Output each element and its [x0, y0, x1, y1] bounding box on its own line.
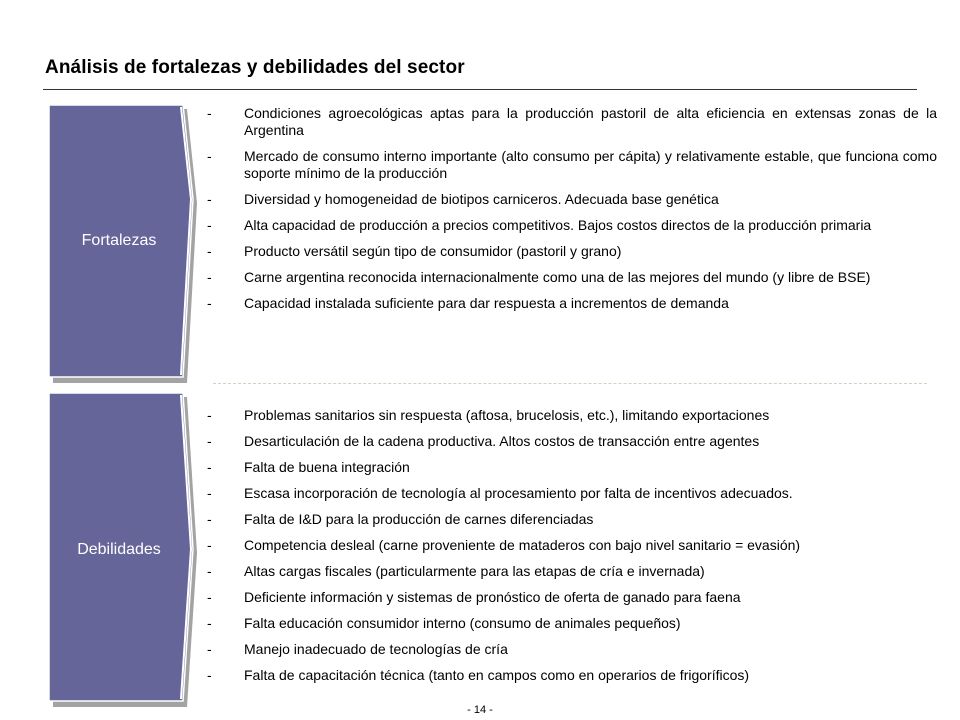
- list-item: - Condiciones agroecológicas aptas para la producción pastoril de alta eficiencia en extensas zonas de la Argentina: [207, 105, 937, 138]
- title-underline: [43, 89, 917, 90]
- page-number: - 14 -: [467, 704, 493, 716]
- list-item: - Problemas sanitarios sin respuesta (aftosa, brucelosis, etc.), limitando exportaciones: [207, 407, 770, 423]
- fortalezas-chevron: [49, 105, 199, 383]
- list-item: - Falta de buena integración: [207, 459, 410, 475]
- list-item: - Altas cargas fiscales (particularmente para las etapas de cría e invernada): [207, 563, 705, 579]
- list-item: - Mercado de consumo interno importante (alto consumo per cápita) y relativamente estable, que funciona como soporte mínimo de la producción: [207, 148, 937, 181]
- section-divider: [213, 383, 927, 384]
- debilidades-list: [207, 407, 937, 684]
- list-item: - Desarticulación de la cadena productiva. Altos costos de transacción entre agentes: [207, 433, 760, 449]
- fortalezas-list: [207, 105, 937, 312]
- list-item: - Manejo inadecuado de tecnologías de cría: [207, 641, 508, 657]
- list-item: - Alta capacidad de producción a precios competitivos. Bajos costos directos de la producción primaria: [207, 217, 872, 233]
- fortalezas-label: Fortalezas: [81, 232, 157, 249]
- list-item: - Escasa incorporación de tecnología al procesamiento por falta de incentivos adecuados.: [207, 485, 793, 501]
- list-item: - Capacidad instalada suficiente para dar respuesta a incrementos de demanda: [207, 295, 729, 311]
- list-item: - Diversidad y homogeneidad de biotipos carniceros. Adecuada base genética: [207, 191, 719, 207]
- list-item: - Competencia desleal (carne proveniente de mataderos con bajo nivel sanitario = evasión): [207, 537, 801, 553]
- list-item: - Falta educación consumidor interno (consumo de animales pequeños): [207, 615, 681, 631]
- debilidades-chevron: [49, 393, 199, 707]
- list-item: - Deficiente información y sistemas de pronóstico de oferta de ganado para faena: [207, 589, 741, 605]
- debilidades-label: Debilidades: [77, 541, 161, 558]
- list-item: - Carne argentina reconocida internacionalmente como una de las mejores del mundo (y libre de BSE): [207, 269, 871, 285]
- list-item: - Producto versátil según tipo de consumidor (pastoril y grano): [207, 243, 622, 259]
- list-item: - Falta de I&D para la producción de carnes diferenciadas: [207, 511, 594, 527]
- page-title: Análisis de fortalezas y debilidades del sector: [45, 57, 465, 78]
- list-item: - Falta de capacitación técnica (tanto en campos como en operarios de frigoríficos): [207, 667, 750, 683]
